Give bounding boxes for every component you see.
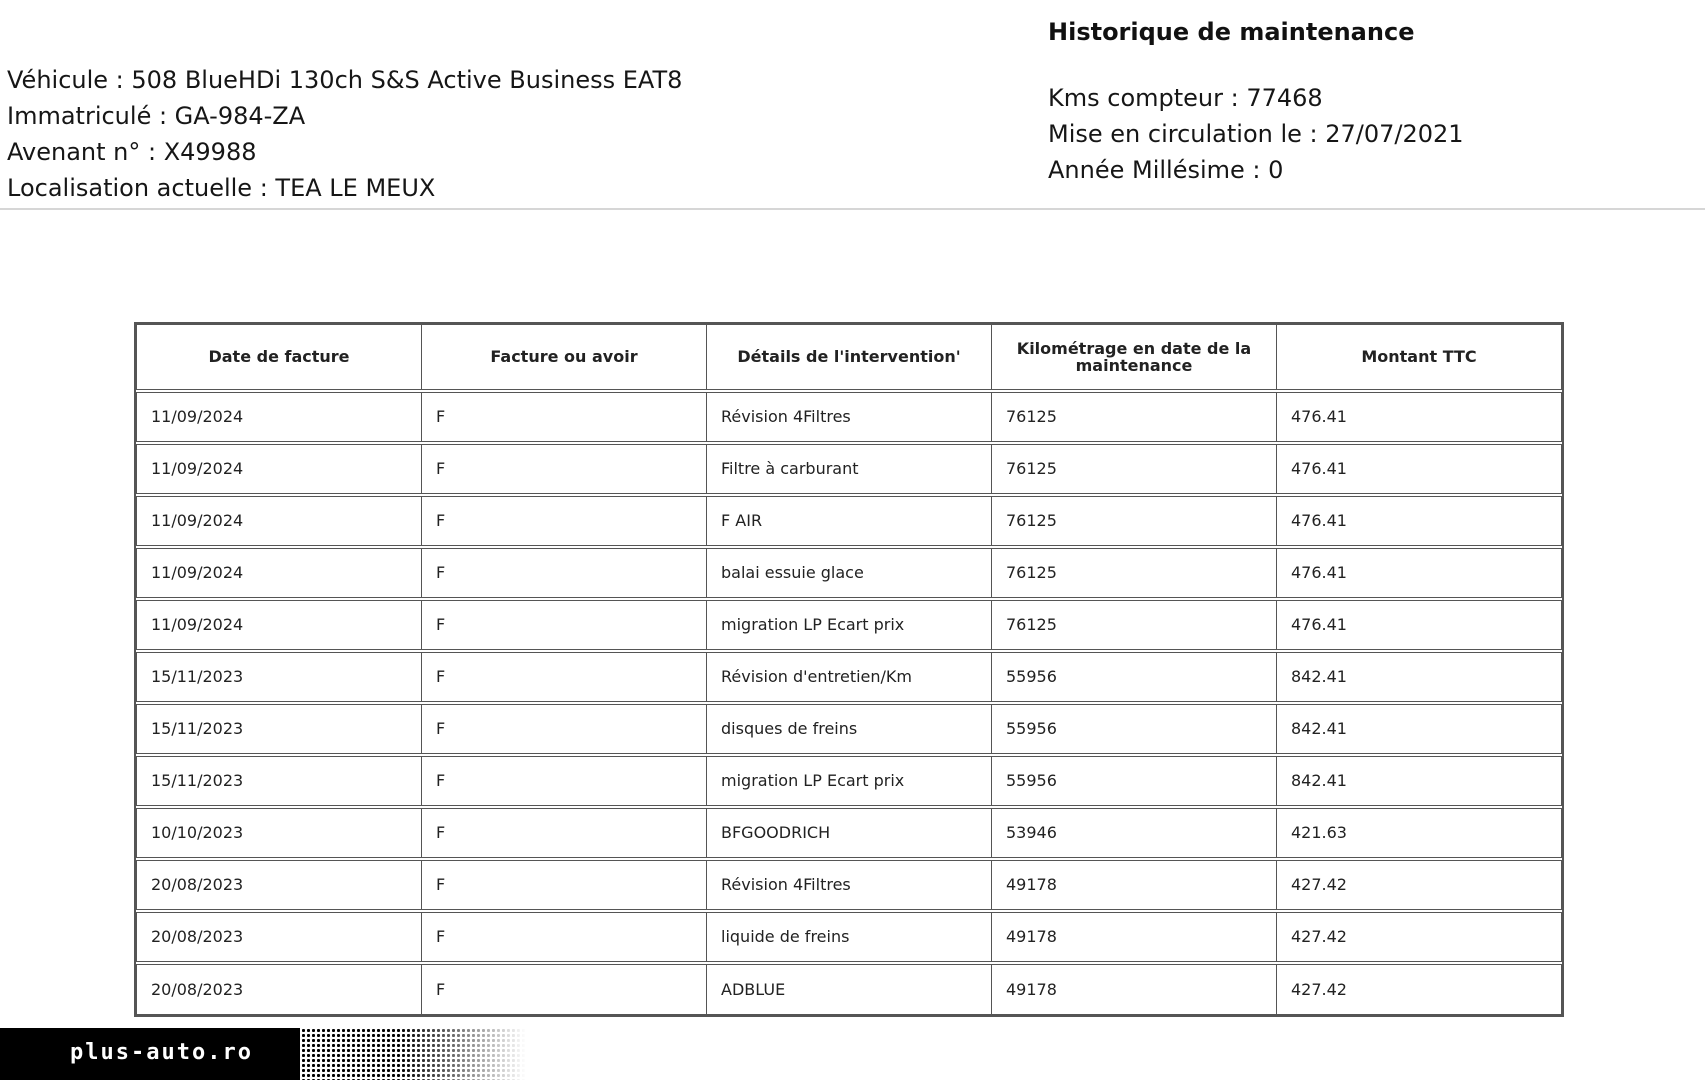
cell-intervention-details: migration LP Ecart prix <box>707 755 992 807</box>
header-invoice-date: Date de facture <box>137 325 422 391</box>
cell-mileage: 55956 <box>992 703 1277 755</box>
table-row <box>137 703 1562 755</box>
model-year: Année Millésime : 0 <box>1048 156 1284 184</box>
table-row <box>137 599 1562 651</box>
cell-invoice-type: F <box>422 807 707 859</box>
cell-invoice-type: F <box>422 443 707 495</box>
cell-intervention-details: disques de freins <box>707 703 992 755</box>
cell-amount: 476.41 <box>1277 443 1562 495</box>
cell-invoice-date: 20/08/2023 <box>137 963 422 1015</box>
table-row <box>137 547 1562 599</box>
cell-invoice-type: F <box>422 911 707 963</box>
cell-mileage: 49178 <box>992 859 1277 911</box>
cell-invoice-date: 20/08/2023 <box>137 859 422 911</box>
cell-amount: 842.41 <box>1277 703 1562 755</box>
vehicle-model: Véhicule : 508 BlueHDi 130ch S&S Active Business EAT8 <box>7 66 683 94</box>
table-row <box>137 651 1562 703</box>
vehicle-registration: Immatriculé : GA-984-ZA <box>7 102 306 130</box>
cell-amount: 421.63 <box>1277 807 1562 859</box>
cell-amount: 427.42 <box>1277 963 1562 1015</box>
cell-intervention-details: Filtre à carburant <box>707 443 992 495</box>
cell-amount: 842.41 <box>1277 755 1562 807</box>
maintenance-table <box>136 324 1562 1015</box>
table-body <box>137 391 1562 1015</box>
odometer-reading: Kms compteur : 77468 <box>1048 84 1323 112</box>
cell-invoice-date: 20/08/2023 <box>137 911 422 963</box>
cell-mileage: 76125 <box>992 495 1277 547</box>
cell-invoice-date: 11/09/2024 <box>137 495 422 547</box>
cell-intervention-details: Révision d'entretien/Km <box>707 651 992 703</box>
cell-invoice-date: 15/11/2023 <box>137 755 422 807</box>
cell-mileage: 76125 <box>992 547 1277 599</box>
cell-intervention-details: F AIR <box>707 495 992 547</box>
cell-invoice-date: 15/11/2023 <box>137 651 422 703</box>
cell-intervention-details: Révision 4Filtres <box>707 391 992 443</box>
header-amount: Montant TTC <box>1277 325 1562 391</box>
table-row <box>137 807 1562 859</box>
cell-mileage: 53946 <box>992 807 1277 859</box>
vehicle-amendment: Avenant n° : X49988 <box>7 138 257 166</box>
cell-invoice-type: F <box>422 963 707 1015</box>
cell-intervention-details: liquide de freins <box>707 911 992 963</box>
cell-invoice-type: F <box>422 495 707 547</box>
cell-invoice-type: F <box>422 859 707 911</box>
cell-invoice-type: F <box>422 547 707 599</box>
cell-mileage: 55956 <box>992 651 1277 703</box>
table-row <box>137 443 1562 495</box>
cell-amount: 476.41 <box>1277 495 1562 547</box>
cell-intervention-details: Révision 4Filtres <box>707 859 992 911</box>
cell-mileage: 76125 <box>992 599 1277 651</box>
cell-mileage: 49178 <box>992 911 1277 963</box>
cell-amount: 427.42 <box>1277 859 1562 911</box>
table-row <box>137 859 1562 911</box>
cell-invoice-type: F <box>422 755 707 807</box>
counter-info <box>1048 80 1464 188</box>
cell-invoice-date: 10/10/2023 <box>137 807 422 859</box>
cell-intervention-details: ADBLUE <box>707 963 992 1015</box>
cell-intervention-details: balai essuie glace <box>707 547 992 599</box>
cell-intervention-details: BFGOODRICH <box>707 807 992 859</box>
cell-invoice-date: 15/11/2023 <box>137 703 422 755</box>
header-mileage: Kilométrage en date de la maintenance <box>992 325 1277 391</box>
table-row <box>137 755 1562 807</box>
page-title: Historique de maintenance <box>1048 18 1415 46</box>
table-row <box>137 911 1562 963</box>
maintenance-table-frame <box>134 322 1564 1017</box>
cell-amount: 476.41 <box>1277 599 1562 651</box>
cell-invoice-date: 11/09/2024 <box>137 547 422 599</box>
table-header-row <box>137 325 1562 391</box>
cell-amount: 476.41 <box>1277 547 1562 599</box>
cell-invoice-type: F <box>422 703 707 755</box>
cell-invoice-type: F <box>422 599 707 651</box>
cell-mileage: 76125 <box>992 391 1277 443</box>
watermark-pattern <box>296 1028 526 1080</box>
cell-invoice-date: 11/09/2024 <box>137 599 422 651</box>
table-row <box>137 495 1562 547</box>
first-registration-date: Mise en circulation le : 27/07/2021 <box>1048 120 1464 148</box>
cell-amount: 427.42 <box>1277 911 1562 963</box>
table-row <box>137 963 1562 1015</box>
cell-mileage: 76125 <box>992 443 1277 495</box>
header-intervention-details: Détails de l'intervention' <box>707 325 992 391</box>
cell-invoice-type: F <box>422 651 707 703</box>
header-divider <box>0 208 1705 210</box>
cell-invoice-date: 11/09/2024 <box>137 391 422 443</box>
watermark-logo-text: plus-auto.ro <box>70 1040 253 1065</box>
cell-invoice-type: F <box>422 391 707 443</box>
vehicle-info <box>7 62 682 206</box>
cell-amount: 476.41 <box>1277 391 1562 443</box>
cell-intervention-details: migration LP Ecart prix <box>707 599 992 651</box>
cell-mileage: 49178 <box>992 963 1277 1015</box>
cell-amount: 842.41 <box>1277 651 1562 703</box>
table-row <box>137 391 1562 443</box>
cell-invoice-date: 11/09/2024 <box>137 443 422 495</box>
cell-mileage: 55956 <box>992 755 1277 807</box>
vehicle-location: Localisation actuelle : TEA LE MEUX <box>7 174 436 202</box>
header-invoice-type: Facture ou avoir <box>422 325 707 391</box>
